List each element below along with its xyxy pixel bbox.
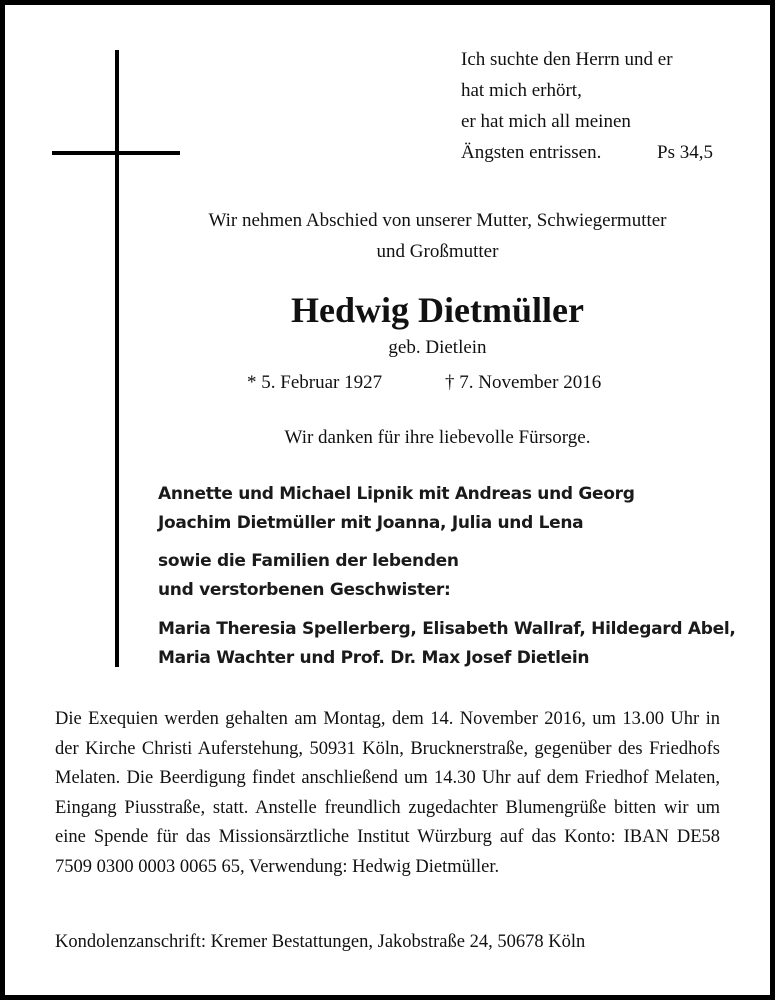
mourner-line: Maria Wachter und Prof. Dr. Max Josef Dietlein — [158, 648, 590, 668]
service-details: Die Exequien werden gehalten am Montag, dem 14. November 2016, um 13.00 Uhr in der Kirche Christi Auferstehung, 50931 Köln, Brucknerstraße, gegenüber des Friedhofs Melaten. Die Beerdigung findet anschließend um 14.30 Uhr auf dem Friedhof Melaten, Eingang Piusstraße, statt. Anstelle freundlich zugedachter Blumengrüße bitten wir um eine Spende für das Missionsärztliche Institut Würzburg auf das Konto: IBAN DE58 7509 0300 0003 0065 65, Verwendung: Hedwig Dietmüller. — [55, 709, 720, 877]
mourner-line: und verstorbenen Geschwister: — [158, 580, 451, 600]
farewell-intro — [130, 205, 745, 267]
condolence-address: Kondolenzanschrift: Kremer Bestattungen, Jakobstraße 24, 50678 Köln — [55, 932, 586, 952]
birth-date: * 5. Februar 1927 — [247, 372, 383, 393]
psalm-line-last — [461, 137, 731, 168]
psalm-reference: Ps 34,5 — [657, 142, 713, 163]
psalm-line: er hat mich all meinen — [461, 111, 631, 132]
psalm-line: hat mich erhört, — [461, 80, 582, 101]
deceased-name: Hedwig Dietmüller — [291, 290, 584, 330]
thanks-line: Wir danken für ihre liebevolle Fürsorge. — [284, 427, 591, 448]
psalm-quote — [461, 44, 731, 168]
maiden-name: geb. Dietlein — [388, 337, 487, 358]
psalm-line: Ich suchte den Herrn und er — [461, 49, 673, 70]
mourner-line: Annette und Michael Lipnik mit Andreas und Georg — [158, 484, 635, 504]
cross-icon-vertical-bar — [115, 50, 119, 667]
mourners-children — [158, 480, 758, 538]
farewell-intro-line: Wir nehmen Abschied von unserer Mutter, Schwiegermutter — [208, 210, 667, 231]
mourners-families — [158, 547, 758, 605]
cross-icon-horizontal-bar — [52, 151, 180, 155]
mourner-line: sowie die Familien der lebenden — [158, 551, 459, 571]
mourner-line: Joachim Dietmüller mit Joanna, Julia und Lena — [158, 513, 584, 533]
mourners-siblings — [158, 615, 758, 673]
mourner-line: Maria Theresia Spellerberg, Elisabeth Wallraf, Hildegard Abel, — [158, 619, 736, 639]
death-date: † 7. November 2016 — [445, 372, 602, 393]
psalm-line-text: Ängsten entrissen. — [461, 142, 602, 163]
farewell-intro-line: und Großmutter — [376, 241, 499, 262]
